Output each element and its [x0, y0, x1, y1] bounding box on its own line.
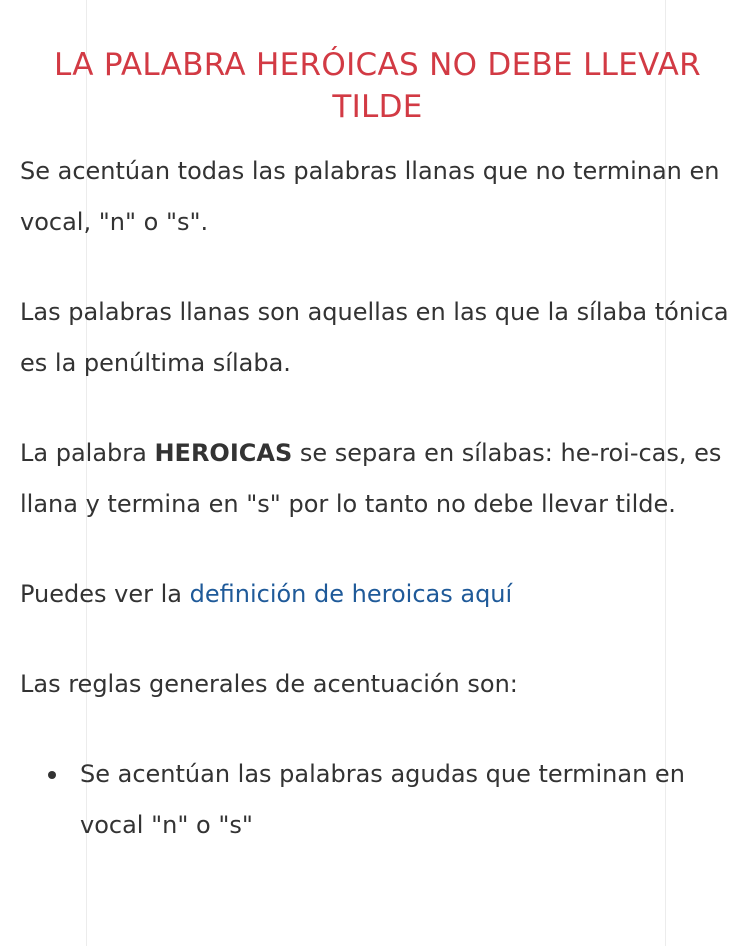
paragraph-heroicas-explanation [20, 428, 735, 530]
paragraph-prefix: Puedes ver la [20, 580, 190, 608]
paragraph-llanas-rule: Se acentúan todas las palabras llanas que no terminan en vocal, "n" o "s". [20, 157, 720, 236]
paragraph-suffix: se separa en sílabas: he-roi-cas, es llana y termina en "s" por lo tanto no debe llevar tilde. [20, 439, 722, 518]
definition-link[interactable]: definición de heroicas aquí [189, 580, 513, 608]
paragraph-rules-intro: Las reglas generales de acentuación son: [20, 670, 518, 698]
article-content [20, 44, 735, 851]
page-title: LA PALABRA HERÓICAS NO DEBE LLEVAR TILDE [53, 47, 702, 125]
rules-list [20, 749, 735, 851]
highlighted-word: HEROICAS [154, 439, 293, 467]
paragraph-prefix: La palabra [20, 439, 155, 467]
list-item [48, 749, 735, 851]
paragraph-definition-link [20, 569, 735, 620]
list-item-text: Se acentúan las palabras agudas que terminan en vocal "n" o "s" [80, 760, 685, 839]
bullet-icon [48, 771, 56, 779]
paragraph-llanas-definition: Las palabras llanas son aquellas en las que la sílaba tónica es la penúltima sílaba. [20, 298, 729, 377]
